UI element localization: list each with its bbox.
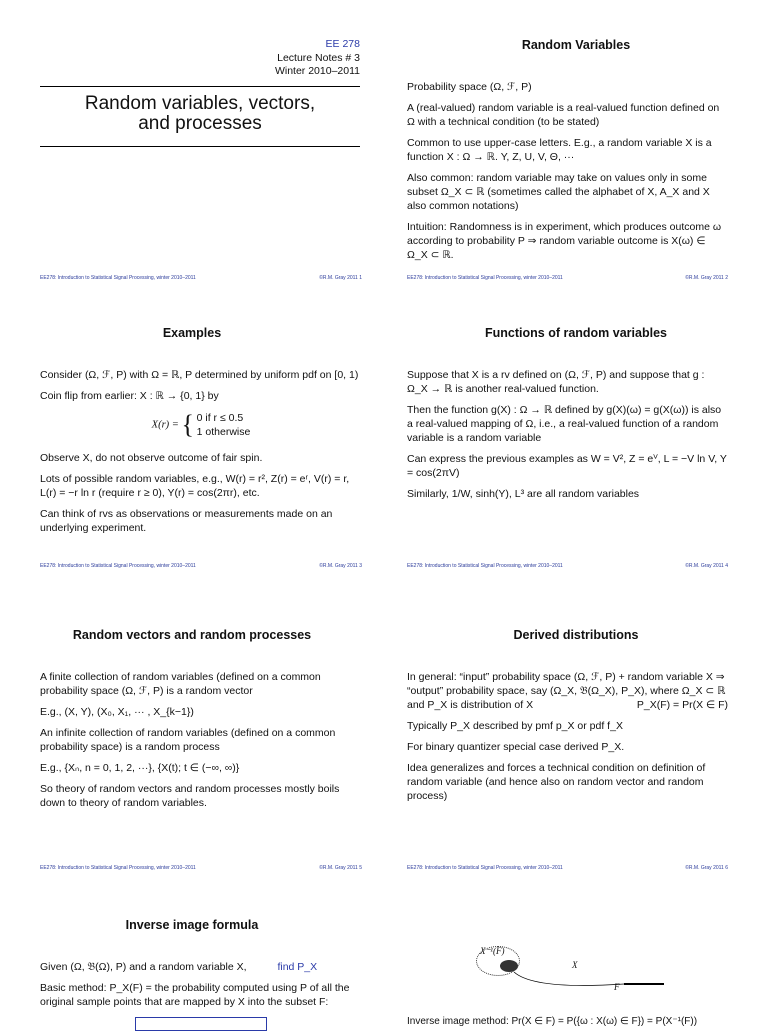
paragraph: [40, 960, 362, 974]
slide-6: [384, 590, 768, 875]
paragraph: Then the function g(X) : Ω → ℝ defined by g(X)(ω) = g(X(ω)) is also a real-valued mapping of Ω, i.e., a real-valued function of a random variable is a random variable: [407, 404, 722, 444]
equation-lhs: X(r) =: [151, 419, 179, 431]
brace-symbol: {: [181, 410, 194, 439]
paragraph: Lots of possible random variables, e.g., W(r) = r², Z(r) = eʳ, V(r) = r, L(r) = −r ln r (require r ≥ 0), Y(r) = cos(2πr), etc.: [40, 473, 350, 499]
lecture-title: [40, 94, 360, 134]
footer-course: EE278: Introduction to Statistical Signal Processing, winter 2010–2011: [40, 275, 196, 281]
slide-footer: [407, 563, 728, 569]
find-px-highlight: find P_X: [277, 961, 318, 973]
slide-title: Derived distributions: [513, 628, 639, 642]
footer-copyright-text: ©R.M. Gray 2011: [685, 275, 724, 281]
slide-body: [40, 368, 362, 542]
course-code: EE 278: [325, 38, 360, 50]
paragraph: Can express the previous examples as W = V², Z = eⱽ, L = −V ln V, Y = cos(2πV): [407, 453, 727, 479]
slide-title: Random Variables: [521, 38, 631, 52]
equation-case: 1 otherwise: [196, 426, 251, 438]
slide-2: [384, 0, 768, 285]
slide-footer: [407, 275, 728, 281]
slide-title: Inverse image formula: [125, 918, 259, 932]
slide-title: Functions of random variables: [485, 326, 667, 340]
paragraph: E.g., {Xₙ, n = 0, 1, 2, ···}, {X(t); t ∈ (−∞, ∞)}: [40, 762, 240, 774]
lecture-notes-number: Lecture Notes # 3: [277, 51, 360, 64]
paragraph: [407, 670, 728, 712]
paragraph: So theory of random vectors and random processes mostly boils down to theory of random variables.: [40, 783, 340, 809]
slide-7: [0, 880, 384, 1024]
slide-8: [384, 880, 768, 1027]
title-rule-bottom: [40, 146, 360, 147]
paragraph: A finite collection of random variables (defined on a common probability space (Ω, ℱ, P) is a random vector: [40, 671, 321, 697]
page-number: 1: [359, 275, 362, 281]
paragraph: Idea generalizes and forces a technical condition on definition of random variable (and hence also on random vector and random process): [407, 762, 706, 802]
page-number: 5: [359, 865, 362, 871]
inverse-image-method: Inverse image method: Pr(X ∈ F) = P({ω : X(ω) ∈ F}) = P(X⁻¹(F)): [407, 1016, 698, 1027]
mapping-arrow: [474, 950, 674, 1000]
paragraph-text: Given (Ω, 𝔅(Ω), P) and a random variable X,: [40, 961, 247, 973]
paragraph: Common to use upper-case letters. E.g., a random variable X is a function X : Ω → ℝ. Y, Z, U, V, Θ, ···: [407, 137, 712, 163]
paragraph: Also common: random variable may take on values only in some subset Ω_X ⊂ ℝ (sometimes called the alphabet of X, A_X and X also common notations): [407, 172, 710, 212]
slide-5: [0, 590, 384, 875]
footer-copyright: [685, 563, 728, 569]
term: Winter 2010–2011: [274, 65, 360, 77]
paragraph: E.g., (X, Y), (X₀, X₁, ··· , X_{k−1}): [40, 706, 194, 718]
paragraph: Similarly, 1/W, sinh(Y), L³ are all random variables: [407, 488, 640, 500]
slide-footer: [40, 563, 362, 569]
paragraph: A (real-valued) random variable is a real-valued function defined on Ω with a technical condition (to be stated): [407, 102, 720, 128]
paragraph: Basic method: P_X(F) = the probability computed using P of all the original sample points that are mapped by X into the subset F:: [40, 982, 350, 1008]
page-number: 6: [725, 865, 728, 871]
paragraph: Can think of rvs as observations or measurements made on an underlying experiment.: [40, 508, 333, 534]
footer-copyright-text: ©R.M. Gray 2011: [319, 865, 358, 871]
footer-course: EE278: Introduction to Statistical Signal Processing, winter 2010–2011: [407, 865, 563, 871]
footer-course: EE278: Introduction to Statistical Signal Processing, winter 2010–2011: [40, 865, 196, 871]
footer-copyright-text: ©R.M. Gray 2011: [319, 275, 358, 281]
paragraph: Coin flip from earlier: X : ℝ → {0, 1} by: [40, 390, 219, 402]
paragraph: Intuition: Randomness is in experiment, which produces outcome ω according to probability P ⇒ random variable outcome is X(ω) ∈ Ω_X ⊂ ℝ.: [407, 221, 722, 261]
footer-copyright-text: ©R.M. Gray 2011: [685, 563, 724, 569]
footer-course: EE278: Introduction to Statistical Signal Processing, winter 2010–2011: [407, 563, 563, 569]
page-number: 2: [725, 275, 728, 281]
lecture-title-line-1: Random variables, vectors,: [84, 93, 316, 114]
distribution-definition: P_X(F) = Pr(X ∈ F): [636, 699, 728, 711]
slide-body: [40, 960, 362, 1031]
footer-copyright-text: ©R.M. Gray 2011: [319, 563, 358, 569]
footer-copyright-text: ©R.M. Gray 2011: [685, 865, 724, 871]
slide-footer: [40, 865, 362, 871]
title-rule-top: [40, 86, 360, 87]
slide-body: [40, 670, 362, 817]
equation-cases: [197, 411, 251, 439]
slide-title: Examples: [162, 326, 222, 340]
piecewise-equation: [40, 411, 362, 439]
equation-case: 0 if r ≤ 0.5: [196, 412, 244, 424]
slide-footer: [40, 275, 362, 281]
slide-4: [384, 288, 768, 573]
footer-copyright: [685, 275, 728, 281]
inverse-image-figure: [474, 946, 674, 1000]
paragraph: Consider (Ω, ℱ, P) with Ω = ℝ, P determined by uniform pdf on [0, 1): [40, 369, 359, 381]
paragraph: An infinite collection of random variables (defined on a common probability space) is a random process: [40, 727, 336, 753]
footer-copyright: [685, 865, 728, 871]
set-f-label: F: [614, 982, 620, 992]
paragraph-text: In general: “input” probability space (Ω, ℱ, P) + random variable X ⇒ “output” probability space, say (Ω_X, 𝔅(Ω_X), P_X), where Ω_X ⊂ ℝ and P_X is distribution of X: [407, 671, 726, 711]
slide-1: [0, 0, 384, 285]
page-number: 4: [725, 563, 728, 569]
slide-body: [407, 80, 728, 269]
slide-footer: [407, 865, 728, 871]
formula-box: [135, 1017, 267, 1031]
mapping-label: X: [572, 960, 578, 970]
paragraph: Probability space (Ω, ℱ, P): [407, 81, 532, 93]
footer-copyright: [319, 275, 362, 281]
paragraph: Suppose that X is a rv defined on (Ω, ℱ, P) and suppose that g : Ω_X → ℝ is another real-valued function.: [407, 369, 705, 395]
paragraph: For binary quantizer special case derived P_X.: [407, 741, 625, 753]
slide-3: [0, 288, 384, 573]
footer-copyright: [319, 865, 362, 871]
paragraph: Observe X, do not observe outcome of fair spin.: [40, 452, 263, 464]
footer-copyright: [319, 563, 362, 569]
slide-body: [407, 368, 728, 508]
paragraph: Typically P_X described by pmf p_X or pdf f_X: [407, 720, 623, 732]
footer-course: EE278: Introduction to Statistical Signal Processing, winter 2010–2011: [40, 563, 196, 569]
footer-course: EE278: Introduction to Statistical Signal Processing, winter 2010–2011: [407, 275, 563, 281]
inverse-image-label: X⁻¹(F): [480, 946, 505, 956]
course-header: [275, 38, 360, 79]
lecture-title-line-2: and processes: [138, 113, 262, 134]
slide-title: Random vectors and random processes: [72, 628, 312, 642]
page-number: 3: [359, 563, 362, 569]
slide-body: [407, 670, 728, 810]
